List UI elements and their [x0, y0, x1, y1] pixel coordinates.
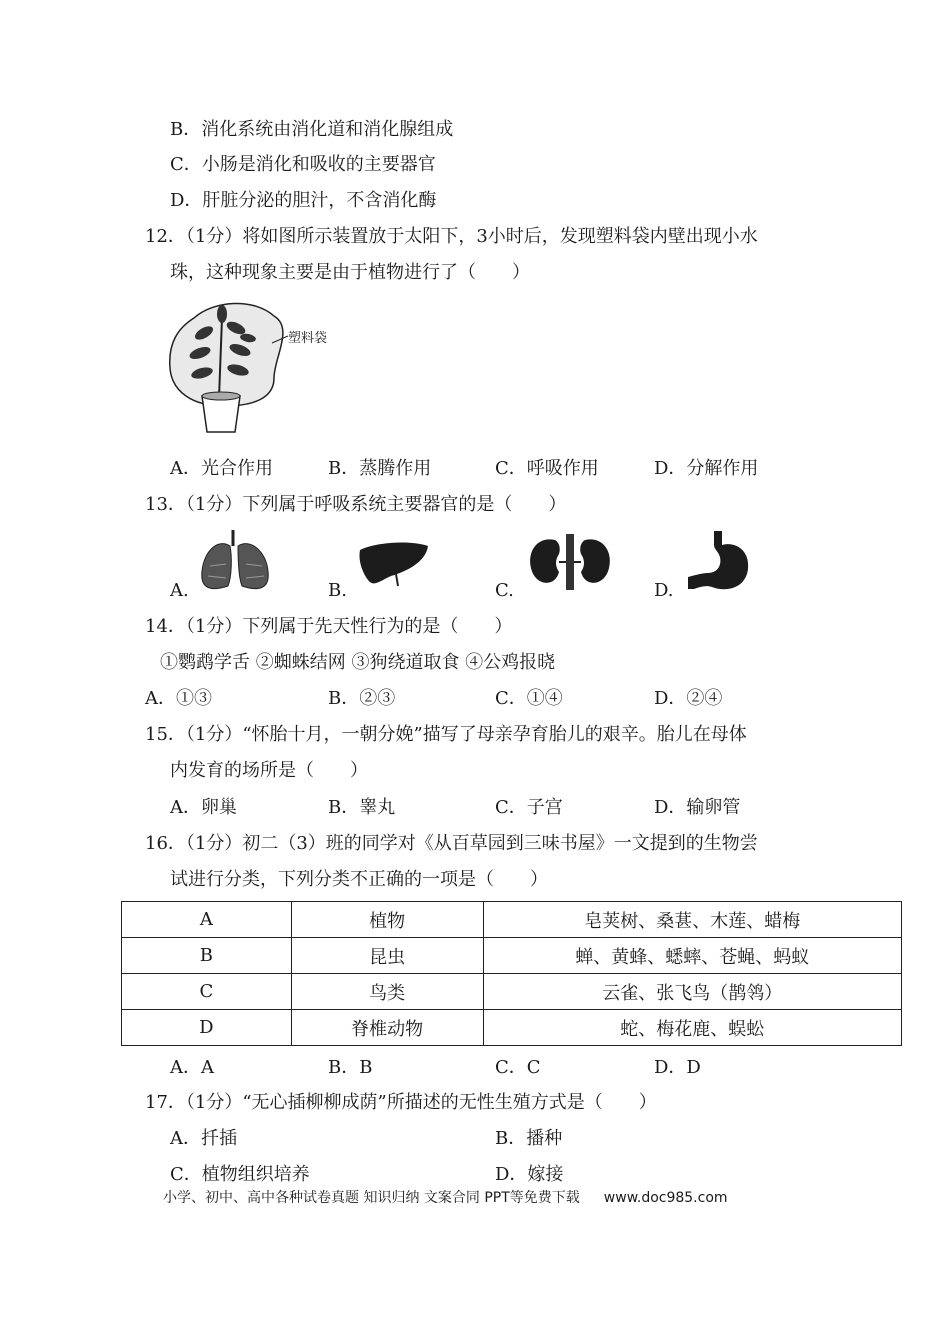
footer-url[interactable]: www.doc985.com — [603, 1190, 728, 1206]
q14-statements: ①鹦鹉学舌 ②蜘蛛结网 ③狗绕道取食 ④公鸡报晓 — [160, 652, 556, 673]
q16-option-c: C．C — [495, 1057, 541, 1078]
q12-stem-line1: 12．（1分）将如图所示装置放于太阳下，3小时后，发现塑料袋内壁出现小水 — [145, 226, 758, 247]
q16-option-b: B．B — [328, 1057, 373, 1078]
table-row — [122, 902, 902, 938]
table-cell-examples: 云雀、张飞鸟（鹊鸰） — [483, 974, 901, 1010]
q11-option-c: C．小肠是消化和吸收的主要器官 — [170, 154, 436, 175]
table-cell-option: C — [122, 974, 292, 1010]
plant-bag-figure — [164, 298, 354, 438]
table-cell-option: A — [122, 902, 292, 938]
q15-option-a: A．卵巢 — [170, 797, 237, 818]
q15-option-d: D．输卵管 — [654, 797, 741, 818]
q13-option-d-label: D. — [654, 580, 674, 601]
table-cell-examples: 蛇、梅花鹿、蜈蚣 — [483, 1010, 901, 1046]
lungs-image — [198, 526, 273, 598]
q13-stem: 13．（1分）下列属于呼吸系统主要器官的是（ ） — [145, 494, 567, 515]
q12-option-d: D．分解作用 — [654, 458, 759, 479]
q13-option-c-label: C. — [495, 580, 514, 601]
kidneys-image — [525, 532, 615, 596]
q11-option-b: B．消化系统由消化道和消化腺组成 — [170, 119, 454, 140]
q17-option-d: D．嫁接 — [495, 1164, 564, 1185]
page-footer — [163, 1187, 728, 1207]
plastic-bag-label: 塑料袋 — [288, 331, 328, 346]
table-cell-category: 鸟类 — [291, 974, 483, 1010]
q14-option-d: D．②④ — [654, 688, 723, 709]
q14-stem: 14．（1分）下列属于先天性行为的是（ ） — [145, 616, 513, 637]
table-cell-category: 脊椎动物 — [291, 1010, 483, 1046]
q12-stem-line2: 珠，这种现象主要是由于植物进行了（ ） — [170, 262, 530, 283]
q13-option-a-label: A. — [170, 580, 189, 601]
table-cell-examples: 皂荚树、桑葚、木莲、蜡梅 — [483, 902, 901, 938]
q15-option-c: C．子宫 — [495, 797, 563, 818]
table-cell-examples: 蝉、黄蜂、蟋蟀、苍蝇、蚂蚁 — [483, 938, 901, 974]
classification-table — [121, 901, 902, 1046]
q15-stem-line2: 内发育的场所是（ ） — [170, 760, 368, 781]
q17-option-a: A．扦插 — [170, 1128, 237, 1149]
table-row — [122, 974, 902, 1010]
q14-option-a: A．①③ — [145, 688, 212, 709]
footer-text: 小学、初中、高中各种试卷真题 知识归纳 文案合同 PPT等免费下载 — [163, 1190, 580, 1206]
table-cell-category: 植物 — [291, 902, 483, 938]
q16-stem-line2: 试进行分类，下列分类不正确的一项是（ ） — [170, 869, 548, 890]
stomach-image — [684, 527, 754, 603]
q15-option-b: B．睾丸 — [328, 797, 396, 818]
table-row — [122, 1010, 902, 1046]
plant-in-plastic-bag-image — [164, 298, 354, 438]
q17-option-c: C．植物组织培养 — [170, 1164, 310, 1185]
q13-option-b-label: B. — [328, 580, 347, 601]
q12-option-c: C．呼吸作用 — [495, 458, 599, 479]
q11-option-d: D．肝脏分泌的胆汁，不含消化酶 — [170, 190, 437, 211]
q17-stem: 17．（1分）“无心插柳柳成荫”所描述的无性生殖方式是（ ） — [145, 1092, 657, 1113]
table-cell-option: D — [122, 1010, 292, 1046]
q14-option-b: B．②③ — [328, 688, 396, 709]
q12-option-b: B．蒸腾作用 — [328, 458, 432, 479]
q17-option-b: B．播种 — [495, 1128, 563, 1149]
q14-option-c: C．①④ — [495, 688, 563, 709]
q16-option-d: D．D — [654, 1057, 701, 1078]
table-row — [122, 938, 902, 974]
q16-option-a: A．A — [170, 1057, 214, 1078]
table-cell-category: 昆虫 — [291, 938, 483, 974]
q16-stem-line1: 16．（1分）初二（3）班的同学对《从百草园到三味书屋》一文提到的生物尝 — [145, 833, 758, 854]
q12-option-a: A．光合作用 — [170, 458, 273, 479]
liver-image — [356, 540, 431, 594]
q15-stem-line1: 15．（1分）“怀胎十月，一朝分娩”描写了母亲孕育胎儿的艰辛。胎儿在母体 — [145, 724, 747, 745]
table-cell-option: B — [122, 938, 292, 974]
